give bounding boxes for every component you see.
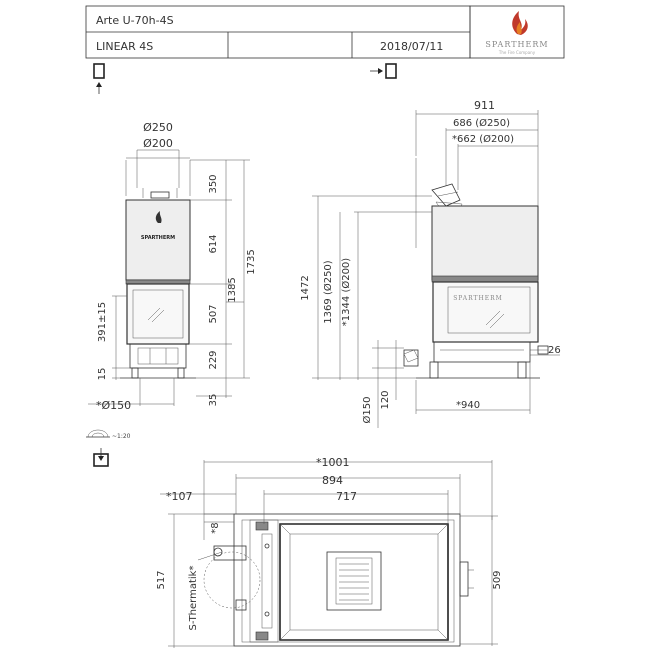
front-logo-text: SPARTHERM — [140, 235, 176, 241]
drawing-date: 2018/07/11 — [380, 40, 444, 53]
front-dia-150: *Ø150 — [96, 399, 132, 412]
front-dim-1385: 1385 — [227, 277, 238, 303]
spartherm-flame-icon — [512, 11, 528, 35]
top-dim-894: 894 — [322, 474, 343, 487]
side-dim-911: 911 — [474, 99, 495, 112]
front-view-direction-icon — [94, 64, 104, 94]
s-thermatik-unit — [198, 546, 260, 608]
front-dim-614: 614 — [208, 234, 219, 254]
top-view-direction-icon — [94, 448, 108, 466]
side-view — [300, 99, 561, 428]
variant-name: LINEAR 4S — [96, 40, 154, 53]
title-block — [86, 6, 564, 58]
top-left-hinge-hardware — [236, 522, 272, 640]
side-dim-26: 26 — [548, 345, 561, 356]
side-dim-940: *940 — [456, 400, 481, 411]
s-thermatik-label: S-Thermatik* — [188, 565, 199, 631]
front-dim-350: 350 — [208, 174, 219, 194]
front-dim-1735: 1735 — [246, 249, 257, 275]
scale-icon — [86, 430, 110, 437]
side-dim-120: 120 — [380, 390, 391, 410]
front-dim-229: 229 — [208, 350, 219, 370]
top-view — [156, 456, 503, 648]
top-dim-1001: *1001 — [316, 456, 350, 469]
side-logo-text: SPARTHERM — [453, 295, 503, 302]
brand-tagline: The Fire Company — [498, 50, 536, 55]
side-dim-662: *662 (Ø200) — [452, 134, 515, 145]
top-dim-8: *8 — [210, 522, 221, 534]
top-dim-107: *107 — [166, 490, 193, 503]
front-view — [88, 121, 257, 412]
side-air-inlet — [404, 350, 418, 366]
front-dim-35: 35 — [208, 393, 219, 407]
front-dim-507: 507 — [208, 304, 219, 324]
brand-name: SPARTHERM — [485, 40, 549, 49]
front-dim-391: 391±15 — [97, 301, 108, 343]
top-dim-717: 717 — [336, 490, 357, 503]
top-dim-509: 509 — [492, 570, 503, 590]
side-dim-1472: 1472 — [300, 275, 311, 301]
scale-note: ~1:20 — [112, 433, 131, 440]
front-dim-15: 15 — [97, 367, 108, 381]
model-name: Arte U-70h-4S — [96, 14, 174, 27]
side-dim-1369: 1369 (Ø250) — [323, 260, 334, 324]
top-grate — [327, 552, 381, 610]
front-dia-200: Ø200 — [143, 137, 173, 150]
top-dim-517: 517 — [156, 570, 167, 590]
side-dim-686: 686 (Ø250) — [453, 118, 511, 129]
side-dim-dia150: Ø150 — [362, 396, 373, 424]
front-dia-250: Ø250 — [143, 121, 173, 134]
side-view-direction-icon — [370, 64, 396, 78]
side-dim-1344: *1344 (Ø200) — [341, 257, 352, 327]
